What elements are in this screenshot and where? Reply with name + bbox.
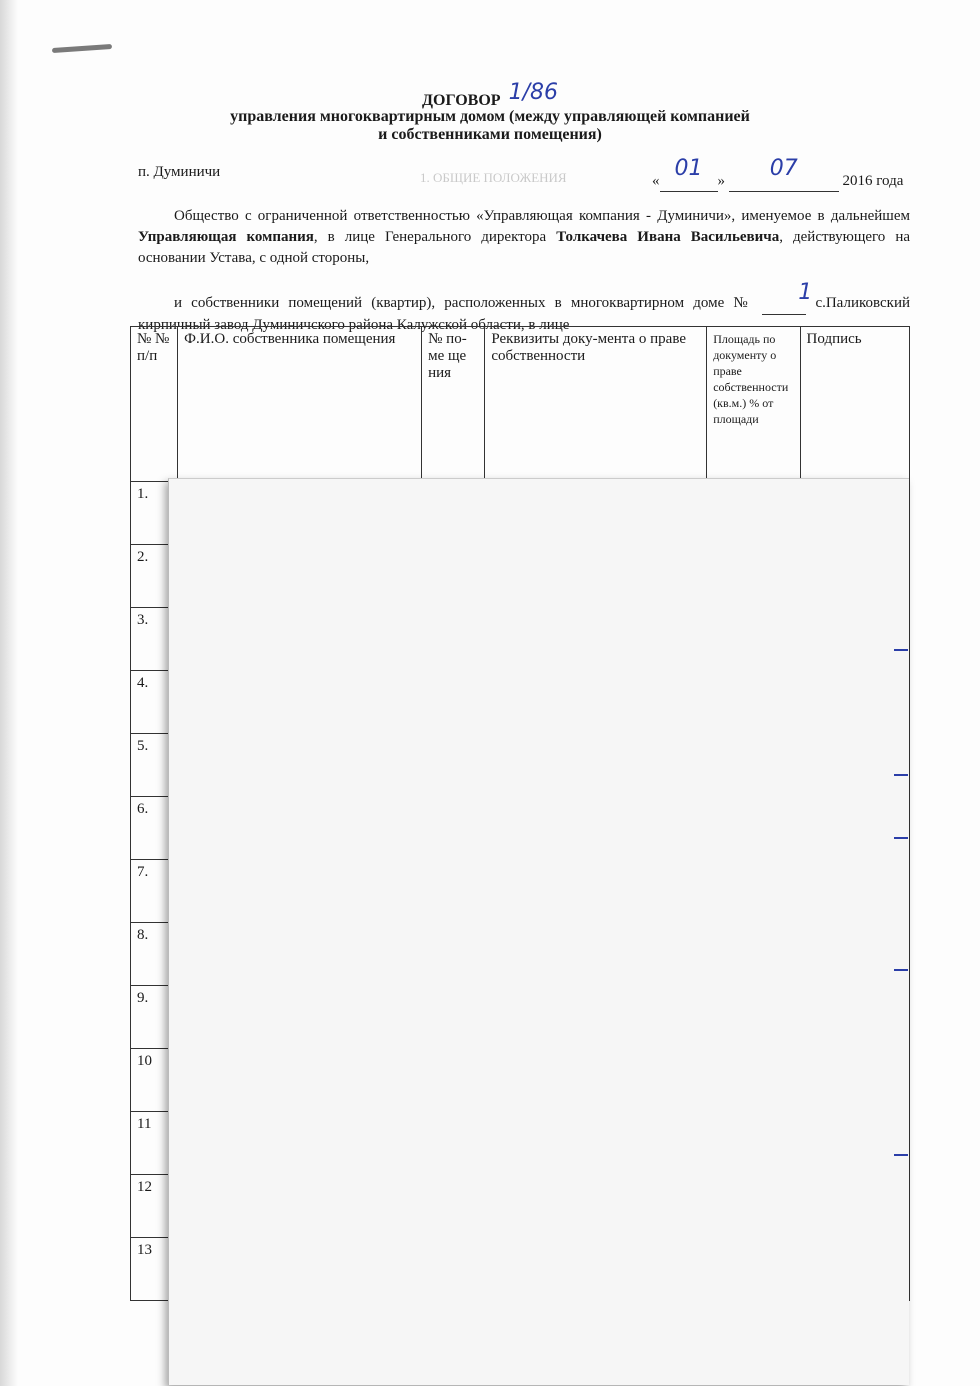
row-number: 2. bbox=[131, 545, 178, 608]
date-month-field: 07 bbox=[729, 166, 839, 192]
overlapping-blank-sheet bbox=[168, 478, 909, 1385]
row-number: 3. bbox=[131, 608, 178, 671]
signature-mark bbox=[894, 774, 908, 776]
signature-mark bbox=[894, 969, 908, 971]
place-of-signing: п. Думиничи bbox=[138, 164, 221, 180]
owners-paragraph: и собственники помещений (квартир), расположенных в многоквартирном доме № 1 с.Паликовский кирпичный завод Думиничского района Калужской области, в лице bbox=[138, 280, 911, 333]
bleed-through-text: 1. ОБЩИЕ ПОЛОЖЕНИЯ bbox=[420, 170, 567, 185]
row-number: 7. bbox=[131, 860, 178, 923]
row-number: 6. bbox=[131, 797, 178, 860]
header-room-number: № по-ме ще ния bbox=[422, 327, 485, 482]
row-number: 13 bbox=[131, 1238, 178, 1301]
row-number: 8. bbox=[131, 923, 178, 986]
document-subtitle-line1: управления многоквартирным домом (между управляющей компанией bbox=[230, 108, 750, 125]
header-area: Площадь по документу о праве собственности (кв.м.) % от площади bbox=[707, 327, 800, 482]
document-title: ДОГОВОР 1/86 bbox=[422, 80, 558, 109]
row-number: 9. bbox=[131, 986, 178, 1049]
preamble-paragraph: Общество с ограниченной ответственностью «Управляющая компания - Думиничи», именуемое в дальнейшем Управляющая компания, в лице Генерального директора Толкачева Ивана Васильевича, действующего на основании Устава, с одной стороны, bbox=[138, 208, 911, 266]
scan-shadow bbox=[0, 0, 18, 1386]
row-number: 12 bbox=[131, 1175, 178, 1238]
handwritten-contract-number: 1/86 bbox=[508, 80, 558, 105]
table-header-row bbox=[131, 327, 910, 482]
signature-mark bbox=[894, 837, 908, 839]
staple-mark bbox=[52, 44, 112, 53]
company-role: Управляющая компания bbox=[138, 229, 314, 245]
header-ownership-docs: Реквизиты доку-мента о праве собственности bbox=[485, 327, 707, 482]
signature-mark bbox=[894, 649, 908, 651]
row-number: 11 bbox=[131, 1112, 178, 1175]
header-owner-name: Ф.И.О. собственника помещения bbox=[178, 327, 422, 482]
header-number: № № п/п bbox=[131, 327, 178, 482]
document-subtitle-line2: и собственниками помещения) bbox=[378, 126, 602, 143]
row-number: 4. bbox=[131, 671, 178, 734]
row-number: 5. bbox=[131, 734, 178, 797]
date-day-field: 01 bbox=[660, 166, 718, 192]
signature-mark bbox=[894, 1154, 908, 1156]
row-number: 10 bbox=[131, 1049, 178, 1112]
row-number: 1. bbox=[131, 482, 178, 545]
house-number-field: 1 bbox=[762, 290, 806, 315]
contract-date: « 01 » 07 2016 года bbox=[652, 166, 903, 192]
header-signature: Подпись bbox=[800, 327, 909, 482]
director-name: Толкачева Ивана Васильевича bbox=[556, 229, 780, 245]
